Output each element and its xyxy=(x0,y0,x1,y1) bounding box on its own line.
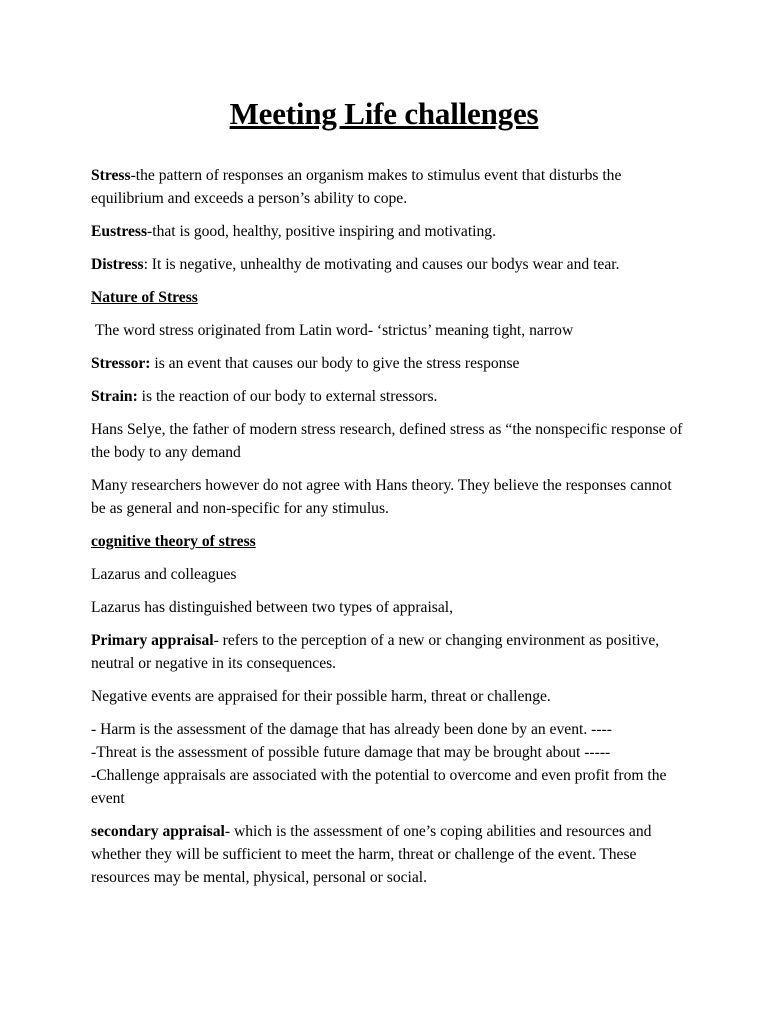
selye-paragraph: Hans Selye, the father of modern stress research, defined stress as “the nonspecific response of the body to any demand xyxy=(91,421,683,461)
strain-definition xyxy=(91,385,689,408)
page-title: Meeting Life challenges xyxy=(229,96,539,131)
stressor-definition xyxy=(91,352,689,375)
stress-term: Stress xyxy=(91,167,131,184)
harm-line: - Harm is the assessment of the damage that has already been done by an event. ---- xyxy=(91,721,612,738)
distress-definition xyxy=(91,253,689,276)
eustress-definition xyxy=(91,220,689,243)
researchers-paragraph: Many researchers however do not agree with Hans theory. They believe the responses cannot be as general and non-specific for any stimulus. xyxy=(91,477,672,517)
distress-text: : It is negative, unhealthy de motivating and causes our bodys wear and tear. xyxy=(143,256,620,273)
negative-events-line: Negative events are appraised for their possible harm, threat or challenge. xyxy=(91,688,551,705)
secondary-appraisal-text: - which is the assessment of one’s coping abilities and resources and whether they will be sufficient to meet the harm, threat or challenge of the event. These resources may be mental, physical, personal or social. xyxy=(91,823,652,886)
challenge-line: -Challenge appraisals are associated with the potential to overcome and even profit from the event xyxy=(91,767,667,807)
primary-appraisal-text: - refers to the perception of a new or changing environment as positive, neutral or negative in its consequences. xyxy=(91,632,660,672)
harm-threat-challenge-block xyxy=(91,718,689,810)
eustress-text: -that is good, healthy, positive inspiring and motivating. xyxy=(147,223,496,240)
stress-definition xyxy=(91,164,689,210)
eustress-term: Eustress xyxy=(91,223,148,240)
distress-term: Distress xyxy=(91,256,144,273)
lazarus-distinguished-line: Lazarus has distinguished between two types of appraisal, xyxy=(91,599,454,616)
primary-appraisal-definition xyxy=(91,629,689,675)
document-body xyxy=(91,164,689,899)
threat-line: -Threat is the assessment of possible future damage that may be brought about ----- xyxy=(91,744,611,761)
lazarus-line: Lazarus and colleagues xyxy=(91,566,237,583)
secondary-appraisal-definition xyxy=(91,820,689,889)
secondary-appraisal-term: secondary appraisal xyxy=(91,823,225,840)
primary-appraisal-term: Primary appraisal xyxy=(91,632,214,649)
stress-text: -the pattern of responses an organism makes to stimulus event that disturbs the equilibrium and exceeds a person’s ability to cope. xyxy=(91,167,622,207)
strain-term: Strain: xyxy=(91,388,138,405)
stressor-text: is an event that causes our body to give the stress response xyxy=(150,355,520,372)
cognitive-theory-heading: cognitive theory of stress xyxy=(91,533,256,550)
strain-text: is the reaction of our body to external stressors. xyxy=(137,388,438,405)
nature-of-stress-heading: Nature of Stress xyxy=(91,289,198,306)
stressor-term: Stressor: xyxy=(91,355,151,372)
origin-text: The word stress originated from Latin word- ‘strictus’ meaning tight, narrow xyxy=(95,322,574,339)
